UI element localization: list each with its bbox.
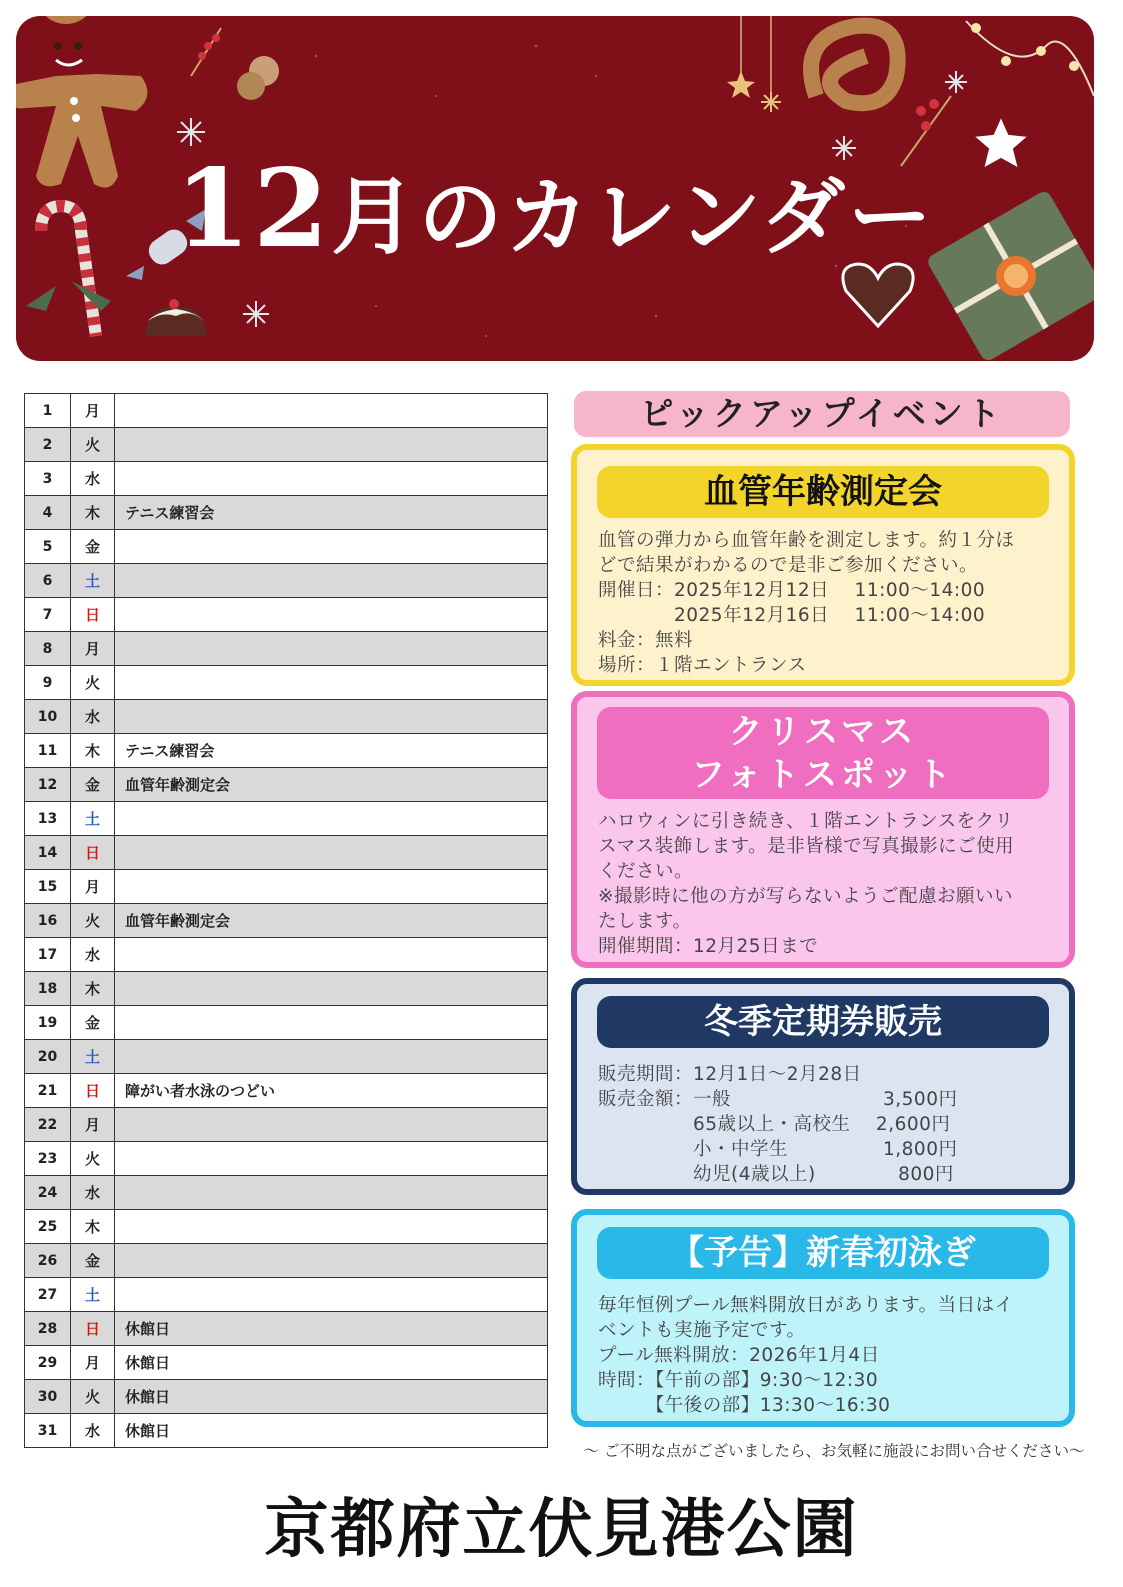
calendar-row [25, 428, 548, 462]
calendar-weekday: 木 [71, 734, 115, 768]
calendar-row [25, 1176, 548, 1210]
calendar-event: 休館日 [115, 1312, 548, 1346]
calendar-day: 16 [25, 904, 71, 938]
calendar-weekday: 日 [71, 598, 115, 632]
calendar-day: 2 [25, 428, 71, 462]
event-card-christmas-photo [571, 691, 1075, 968]
calendar-day: 21 [25, 1074, 71, 1108]
calendar-event: 血管年齢測定会 [115, 768, 548, 802]
calendar-event [115, 1142, 548, 1176]
calendar-row [25, 972, 548, 1006]
calendar-day: 12 [25, 768, 71, 802]
facility-name: 京都府立伏見港公園 [264, 1493, 859, 1567]
calendar-row [25, 1380, 548, 1414]
calendar-day: 19 [25, 1006, 71, 1040]
calendar-row [25, 938, 548, 972]
calendar-weekday: 水 [71, 1176, 115, 1210]
event-body [598, 1293, 1051, 1418]
event-line: スマス装飾します。是非皆様で写真撮影にご使用 [598, 836, 1015, 857]
event-card-winter-pass [571, 978, 1075, 1195]
event-body [598, 809, 1051, 959]
calendar-event [115, 666, 548, 700]
december-calendar [24, 393, 548, 1448]
calendar-weekday: 土 [71, 1040, 115, 1074]
calendar-weekday: 土 [71, 1278, 115, 1312]
calendar-weekday: 土 [71, 802, 115, 836]
event-line: ハロウィンに引き続き、１階エントランスをクリ [598, 811, 1014, 832]
calendar-event [115, 1006, 548, 1040]
event-line: 販売期間：12月1日～2月28日 [598, 1064, 862, 1085]
calendar-row [25, 394, 548, 428]
calendar-day: 4 [25, 496, 71, 530]
event-line: たします。 [598, 911, 692, 932]
calendar-event [115, 836, 548, 870]
calendar-event [115, 1210, 548, 1244]
calendar-weekday: 水 [71, 1414, 115, 1448]
calendar-day: 17 [25, 938, 71, 972]
calendar-row [25, 1346, 548, 1380]
calendar-weekday: 日 [71, 1312, 115, 1346]
calendar-weekday: 火 [71, 1142, 115, 1176]
calendar-row [25, 1278, 548, 1312]
calendar-row [25, 496, 548, 530]
calendar-event: 血管年齢測定会 [115, 904, 548, 938]
calendar-day: 27 [25, 1278, 71, 1312]
calendar-row [25, 530, 548, 564]
calendar-weekday: 金 [71, 1244, 115, 1278]
event-line: ベントも実施予定です。 [598, 1320, 806, 1341]
header-banner [16, 16, 1094, 361]
calendar-row [25, 1244, 548, 1278]
calendar-day: 8 [25, 632, 71, 666]
calendar-event [115, 1278, 548, 1312]
calendar-event [115, 700, 548, 734]
calendar-day: 6 [25, 564, 71, 598]
calendar-event: 休館日 [115, 1346, 548, 1380]
event-line: 65歳以上・高校生 2,600円 [598, 1114, 951, 1135]
calendar-row [25, 632, 548, 666]
event-body [598, 1062, 1051, 1187]
event-line: ※撮影時に他の方が写らないようご配慮お願いい [598, 886, 1014, 907]
calendar-day: 9 [25, 666, 71, 700]
calendar-weekday: 火 [71, 904, 115, 938]
event-title [597, 707, 1049, 799]
calendar-day: 25 [25, 1210, 71, 1244]
calendar-event [115, 1176, 548, 1210]
calendar-row [25, 666, 548, 700]
calendar-day: 10 [25, 700, 71, 734]
calendar-weekday: 日 [71, 1074, 115, 1108]
event-card-new-year-swim [571, 1209, 1075, 1427]
calendar-day: 13 [25, 802, 71, 836]
calendar-event [115, 1040, 548, 1074]
calendar-weekday: 月 [71, 1346, 115, 1380]
calendar-weekday: 土 [71, 564, 115, 598]
calendar-weekday: 木 [71, 972, 115, 1006]
event-line: 時間：【午前の部】9:30～12:30 [598, 1370, 879, 1391]
calendar-weekday: 火 [71, 1380, 115, 1414]
event-line: ください。 [598, 861, 694, 882]
calendar-event [115, 530, 548, 564]
calendar-day: 29 [25, 1346, 71, 1380]
calendar-weekday: 月 [71, 394, 115, 428]
calendar-row [25, 904, 548, 938]
berry-sprig-icon [191, 28, 221, 76]
calendar-row [25, 462, 548, 496]
event-line: 毎年恒例プール無料開放日があります。当日はイ [598, 1295, 1014, 1316]
calendar-weekday: 水 [71, 938, 115, 972]
calendar-row [25, 1006, 548, 1040]
calendar-day: 30 [25, 1380, 71, 1414]
calendar-event: 休館日 [115, 1380, 548, 1414]
calendar-weekday: 火 [71, 428, 115, 462]
calendar-weekday: 水 [71, 700, 115, 734]
calendar-weekday: 金 [71, 530, 115, 564]
calendar-event [115, 598, 548, 632]
calendar-row [25, 734, 548, 768]
calendar-weekday: 木 [71, 1210, 115, 1244]
event-line: 場所：１階エントランス [598, 655, 807, 676]
calendar-row [25, 836, 548, 870]
calendar-row [25, 1414, 548, 1448]
calendar-weekday: 火 [71, 666, 115, 700]
page-title: 12月のカレンダー [175, 146, 935, 272]
event-line: 【午後の部】13:30～16:30 [598, 1395, 891, 1416]
calendar-row [25, 802, 548, 836]
calendar-row [25, 1074, 548, 1108]
calendar-weekday: 月 [71, 632, 115, 666]
calendar-day: 14 [25, 836, 71, 870]
calendar-event [115, 394, 548, 428]
event-line: 販売金額：一般 3,500円 [598, 1089, 958, 1110]
calendar-weekday: 月 [71, 870, 115, 904]
event-line: 小・中学生 1,800円 [598, 1139, 958, 1160]
calendar-event [115, 1108, 548, 1142]
event-line: 幼児(4歳以上) 800円 [598, 1164, 954, 1185]
event-line: プール無料開放：2026年1月4日 [598, 1345, 880, 1366]
calendar-weekday: 金 [71, 1006, 115, 1040]
calendar-day: 3 [25, 462, 71, 496]
event-title: 血管年齢測定会 [597, 466, 1049, 518]
calendar-row [25, 700, 548, 734]
calendar-day: 24 [25, 1176, 71, 1210]
event-line: 料金：無料 [598, 630, 694, 651]
calendar-event [115, 802, 548, 836]
calendar-weekday: 日 [71, 836, 115, 870]
calendar-event: テニス練習会 [115, 496, 548, 530]
event-line: 2025年12月16日 11:00～14:00 [598, 605, 986, 626]
calendar-row [25, 1210, 548, 1244]
calendar-row [25, 1312, 548, 1346]
calendar-event: 休館日 [115, 1414, 548, 1448]
calendar-day: 15 [25, 870, 71, 904]
calendar-day: 28 [25, 1312, 71, 1346]
event-line: どで結果がわかるので是非ご参加ください。 [598, 555, 979, 576]
calendar-event [115, 564, 548, 598]
calendar-day: 23 [25, 1142, 71, 1176]
pickup-heading: ピックアップイベント [574, 391, 1070, 437]
calendar-day: 1 [25, 394, 71, 428]
calendar-event: テニス練習会 [115, 734, 548, 768]
fairy-lights-icon [966, 21, 1094, 96]
calendar-row [25, 1040, 548, 1074]
calendar-day: 18 [25, 972, 71, 1006]
calendar-event: 障がい者水泳のつどい [115, 1074, 548, 1108]
event-line: 開催日：2025年12月12日 11:00～14:00 [598, 580, 986, 601]
calendar-event [115, 428, 548, 462]
calendar-weekday: 金 [71, 768, 115, 802]
calendar-event [115, 1244, 548, 1278]
event-body [598, 528, 1051, 678]
calendar-row [25, 1108, 548, 1142]
calendar-event [115, 972, 548, 1006]
pretzel-icon [811, 26, 898, 104]
calendar-row [25, 768, 548, 802]
event-title: 冬季定期券販売 [597, 996, 1049, 1048]
calendar-day: 22 [25, 1108, 71, 1142]
calendar-day: 7 [25, 598, 71, 632]
event-title: 【予告】新春初泳ぎ [597, 1227, 1049, 1279]
calendar-weekday: 木 [71, 496, 115, 530]
footer-note: ～ ご不明な点がございましたら、お気軽に施設にお問い合せください～ [583, 1442, 1085, 1460]
calendar-day: 11 [25, 734, 71, 768]
calendar-row [25, 564, 548, 598]
calendar-row [25, 1142, 548, 1176]
calendar-event [115, 870, 548, 904]
calendar-event [115, 632, 548, 666]
calendar-event [115, 938, 548, 972]
event-title-line2: フォトスポット [691, 755, 955, 795]
calendar-day: 20 [25, 1040, 71, 1074]
calendar-row [25, 598, 548, 632]
calendar-weekday: 月 [71, 1108, 115, 1142]
calendar-event [115, 462, 548, 496]
heart-cookie-icon [843, 264, 913, 326]
calendar-row [25, 870, 548, 904]
event-line: 血管の弾力から血管年齢を測定します。約１分ほ [598, 530, 1015, 551]
calendar-weekday: 水 [71, 462, 115, 496]
event-title-line1: クリスマス [728, 712, 918, 752]
pudding-icon [146, 299, 206, 336]
calendar-day: 31 [25, 1414, 71, 1448]
calendar-day: 26 [25, 1244, 71, 1278]
event-line: 開催期間：12月25日まで [598, 936, 819, 957]
calendar-day: 5 [25, 530, 71, 564]
event-card-blood-vessel [571, 444, 1075, 686]
